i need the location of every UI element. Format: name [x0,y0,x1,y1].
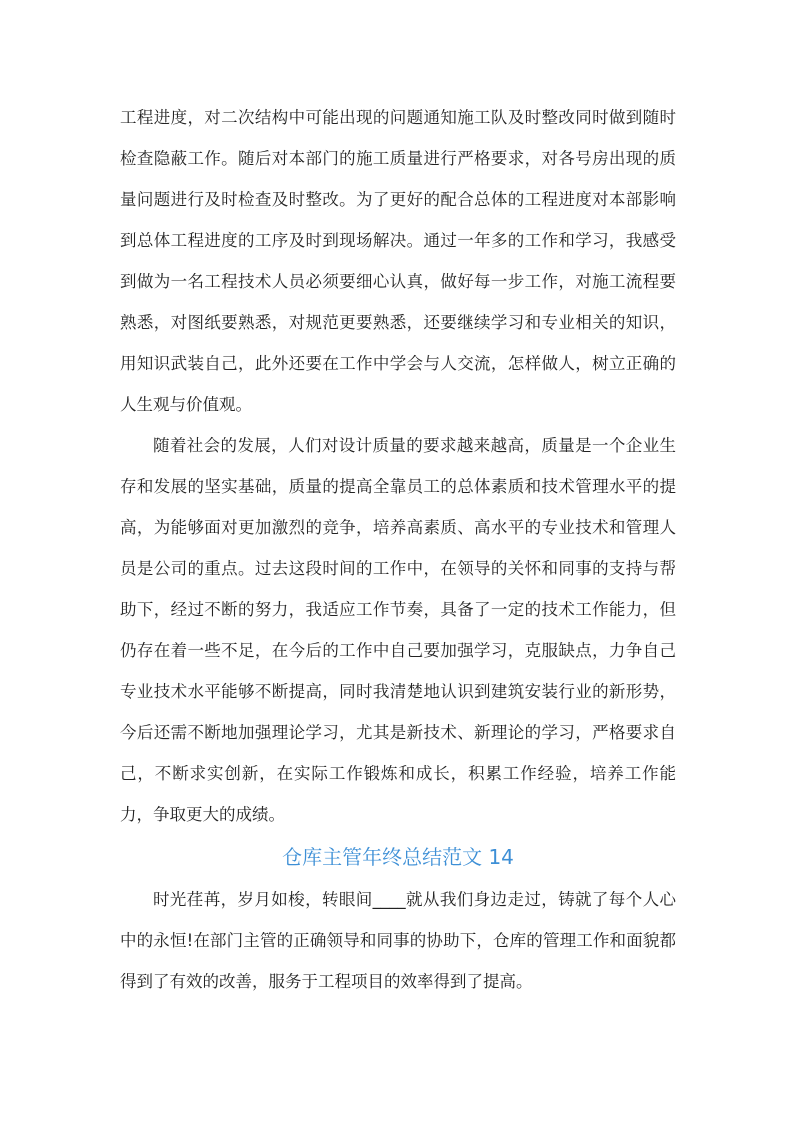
paragraph-warehouse-intro: 时光荏苒，岁月如梭，转眼间____就从我们身边走过，铸就了每个人心中的永恒!在部门主管的正确领导和同事的协助下，仓库的管理工作和面貌都得到了有效的改善，服务于工程项目的效率得到了提高。 [120,890,676,991]
paragraph-quality: 随着社会的发展，人们对设计质量的要求越来越高，质量是一个企业生存和发展的坚实基础，质量的提高全靠员工的总体素质和技术管理水平的提高，为能够面对更加激烈的竞争，培养高素质、高水平的专业技术和管理人员是公司的重点。过去这段时间的工作中，在领导的关怀和同事的支持与帮助下，经过不断的努力，我适应工作节奏，具备了一定的技术工作能力，但仍存在着一些不足，在今后的工作中自己要加强学习，克服缺点，力争自己专业技术水平能够不断提高，同时我清楚地认识到建筑安装行业的新形势，今后还需不断地加强理论学习，尤其是新技术、新理论的学习，严格要求自己，不断求实创新，在实际工作锻炼和成长，积累工作经验，培养工作能力，争取更大的成绩。 [120,436,676,824]
section-heading: 仓库主管年终总结范文 14 [282,845,514,869]
paragraph-continued: 工程进度，对二次结构中可能出现的问题通知施工队及时整改同时做到随时检查隐蔽工作。随后对本部门的施工质量进行严格要求，对各号房出现的质量问题进行及时检查及时整改。为了更好的配合总体的工程进度对本部影响到总体工程进度的工序及时到现场解决。通过一年多的工作和学习，我感受到做为一名工程技术人员必须要细心认真，做好每一步工作，对施工流程要熟悉，对图纸要熟悉，对规范更要熟悉，还要继续学习和专业相关的知识，用知识武装自己，此外还要在工作中学会与人交流，怎样做人，树立正确的人生观与价值观。 [120,108,676,414]
document-body [120,97,676,1002]
